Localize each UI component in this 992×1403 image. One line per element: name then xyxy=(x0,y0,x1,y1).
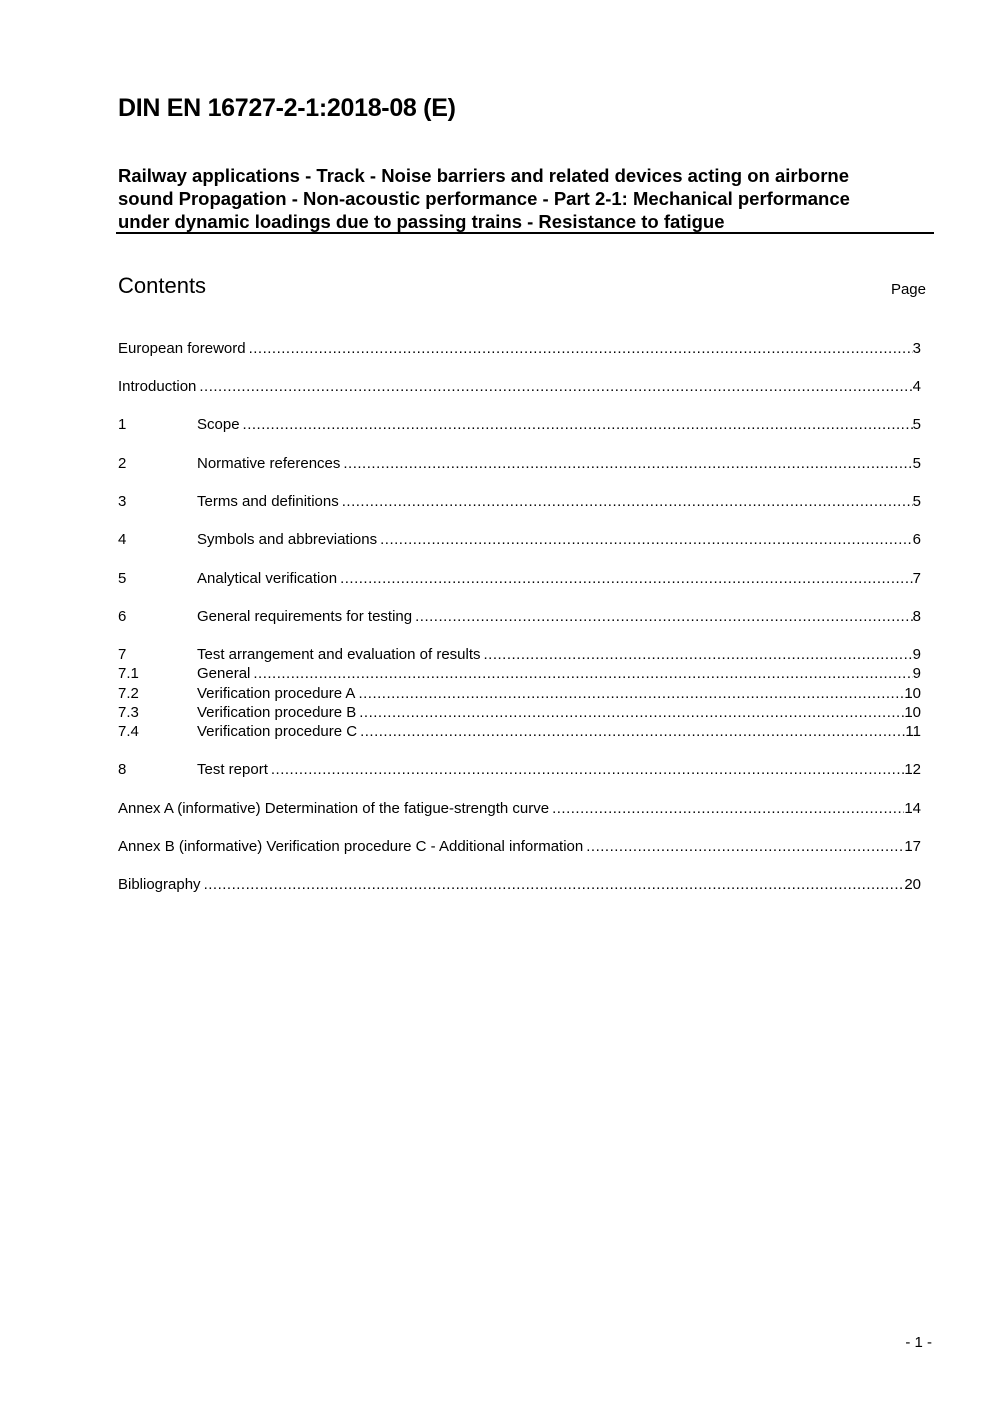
toc-entry-label: Normative references xyxy=(197,455,341,472)
toc-entry-label: Scope xyxy=(197,416,240,433)
toc-entry-label: Verification procedure B xyxy=(197,704,357,721)
toc-entry-number: 7 xyxy=(118,646,127,663)
toc-entry-number: 8 xyxy=(118,761,127,778)
toc-leader-dots xyxy=(415,607,913,626)
toc-entry-analytical-verification[interactable] xyxy=(118,569,921,588)
toc-entry-label: Test report xyxy=(197,761,268,778)
toc-entry-page: 3 xyxy=(912,340,921,357)
toc-entry-label: General requirements for testing xyxy=(197,608,413,625)
page-column-heading: Page xyxy=(890,281,926,298)
toc-entry-number: 4 xyxy=(118,531,127,548)
toc-entry-page: 10 xyxy=(904,685,921,702)
toc-entry-page: 5 xyxy=(912,455,921,472)
toc-entry-label: European foreword xyxy=(118,340,246,357)
toc-entry-page: 6 xyxy=(912,531,921,548)
toc-entry-label: Introduction xyxy=(118,378,197,395)
toc-entry-page: 9 xyxy=(912,665,921,682)
toc-entry-label: Terms and definitions xyxy=(197,493,339,510)
contents-heading: Contents xyxy=(118,273,207,298)
toc-entry-label: Verification procedure A xyxy=(197,685,356,702)
toc-entry-number: 5 xyxy=(118,570,127,587)
toc-entry-page: 10 xyxy=(904,704,921,721)
toc-entry-page: 9 xyxy=(912,646,921,663)
toc-entry-page: 8 xyxy=(912,608,921,625)
toc-leader-dots xyxy=(204,875,905,894)
toc-leader-dots xyxy=(253,664,912,683)
document-id: DIN EN 16727-2-1:2018-08 (E) xyxy=(118,94,456,122)
toc-entry-page: 5 xyxy=(912,416,921,433)
document-title: Railway applications - Track - Noise barriers and related devices acting on airborne sound Propagation - Non-acoustic performance - Part 2-1: Mechanical performance under dynamic loadings due to passing trains - Resistance to fatigue xyxy=(118,165,850,232)
title-rule xyxy=(116,232,934,234)
toc-entry-test-arrangement[interactable] xyxy=(118,645,921,664)
toc-leader-dots xyxy=(380,530,913,549)
toc-entry-label: Annex B (informative) Verification procedure C - Additional information xyxy=(118,838,584,855)
toc-leader-dots xyxy=(484,645,913,664)
toc-entry-7-4-verification-procedure-c[interactable] xyxy=(118,722,921,741)
toc-entry-page: 14 xyxy=(904,800,921,817)
toc-entry-page: 4 xyxy=(912,378,921,395)
toc-leader-dots xyxy=(586,837,904,856)
toc-entry-number: 1 xyxy=(118,416,127,433)
toc-entry-7-3-verification-procedure-b[interactable] xyxy=(118,703,921,722)
toc-leader-dots xyxy=(271,760,904,779)
toc-entry-number: 7.2 xyxy=(118,685,139,702)
toc-entry-symbols-and-abbreviations[interactable] xyxy=(118,530,921,549)
toc-entry-7-2-verification-procedure-a[interactable] xyxy=(118,684,921,703)
toc-leader-dots xyxy=(249,339,913,358)
toc-leader-dots xyxy=(342,492,913,511)
toc-entry-annex-a[interactable] xyxy=(118,799,921,818)
toc-entry-number: 3 xyxy=(118,493,127,510)
toc-leader-dots xyxy=(343,454,912,473)
toc-entry-introduction[interactable] xyxy=(118,377,921,396)
toc-entry-label: Verification procedure C xyxy=(197,723,358,740)
toc-entry-label: Annex A (informative) Determination of the fatigue-strength curve xyxy=(118,800,550,817)
toc-entry-page: 12 xyxy=(904,761,921,778)
toc-entry-page: 7 xyxy=(912,570,921,587)
toc-entry-bibliography[interactable] xyxy=(118,875,921,894)
toc-entry-label: Analytical verification xyxy=(197,570,338,587)
toc-entry-normative-references[interactable] xyxy=(118,454,921,473)
footer-page-number: - 1 - xyxy=(905,1334,932,1351)
toc-entry-number: 7.4 xyxy=(118,723,139,740)
toc-leader-dots xyxy=(243,415,913,434)
toc-entry-general-requirements-for-testing[interactable] xyxy=(118,607,921,626)
toc-entry-label: General xyxy=(197,665,251,682)
toc-entry-number: 2 xyxy=(118,455,127,472)
toc-entry-scope[interactable] xyxy=(118,415,921,434)
toc-leader-dots xyxy=(360,722,905,741)
toc-leader-dots xyxy=(552,799,904,818)
toc-entry-7-1-general[interactable] xyxy=(118,664,921,683)
toc-entry-terms-and-definitions[interactable] xyxy=(118,492,921,511)
toc-leader-dots xyxy=(340,569,913,588)
toc-entry-label: Test arrangement and evaluation of results xyxy=(197,646,481,663)
toc-entry-label: Bibliography xyxy=(118,876,201,893)
toc-entry-page: 5 xyxy=(912,493,921,510)
toc-entry-page: 20 xyxy=(904,876,921,893)
toc-leader-dots xyxy=(199,377,912,396)
toc-entry-annex-b[interactable] xyxy=(118,837,921,856)
toc-entry-european-foreword[interactable] xyxy=(118,339,921,358)
toc-leader-dots xyxy=(358,684,904,703)
toc-leader-dots xyxy=(359,703,904,722)
toc-entry-page: 17 xyxy=(904,838,921,855)
toc-entry-test-report[interactable] xyxy=(118,760,921,779)
toc-entry-label: Symbols and abbreviations xyxy=(197,531,378,548)
toc-entry-number: 6 xyxy=(118,608,127,625)
toc-entry-page: 11 xyxy=(905,723,921,740)
toc-entry-number: 7.3 xyxy=(118,704,139,721)
toc-entry-number: 7.1 xyxy=(118,665,139,682)
